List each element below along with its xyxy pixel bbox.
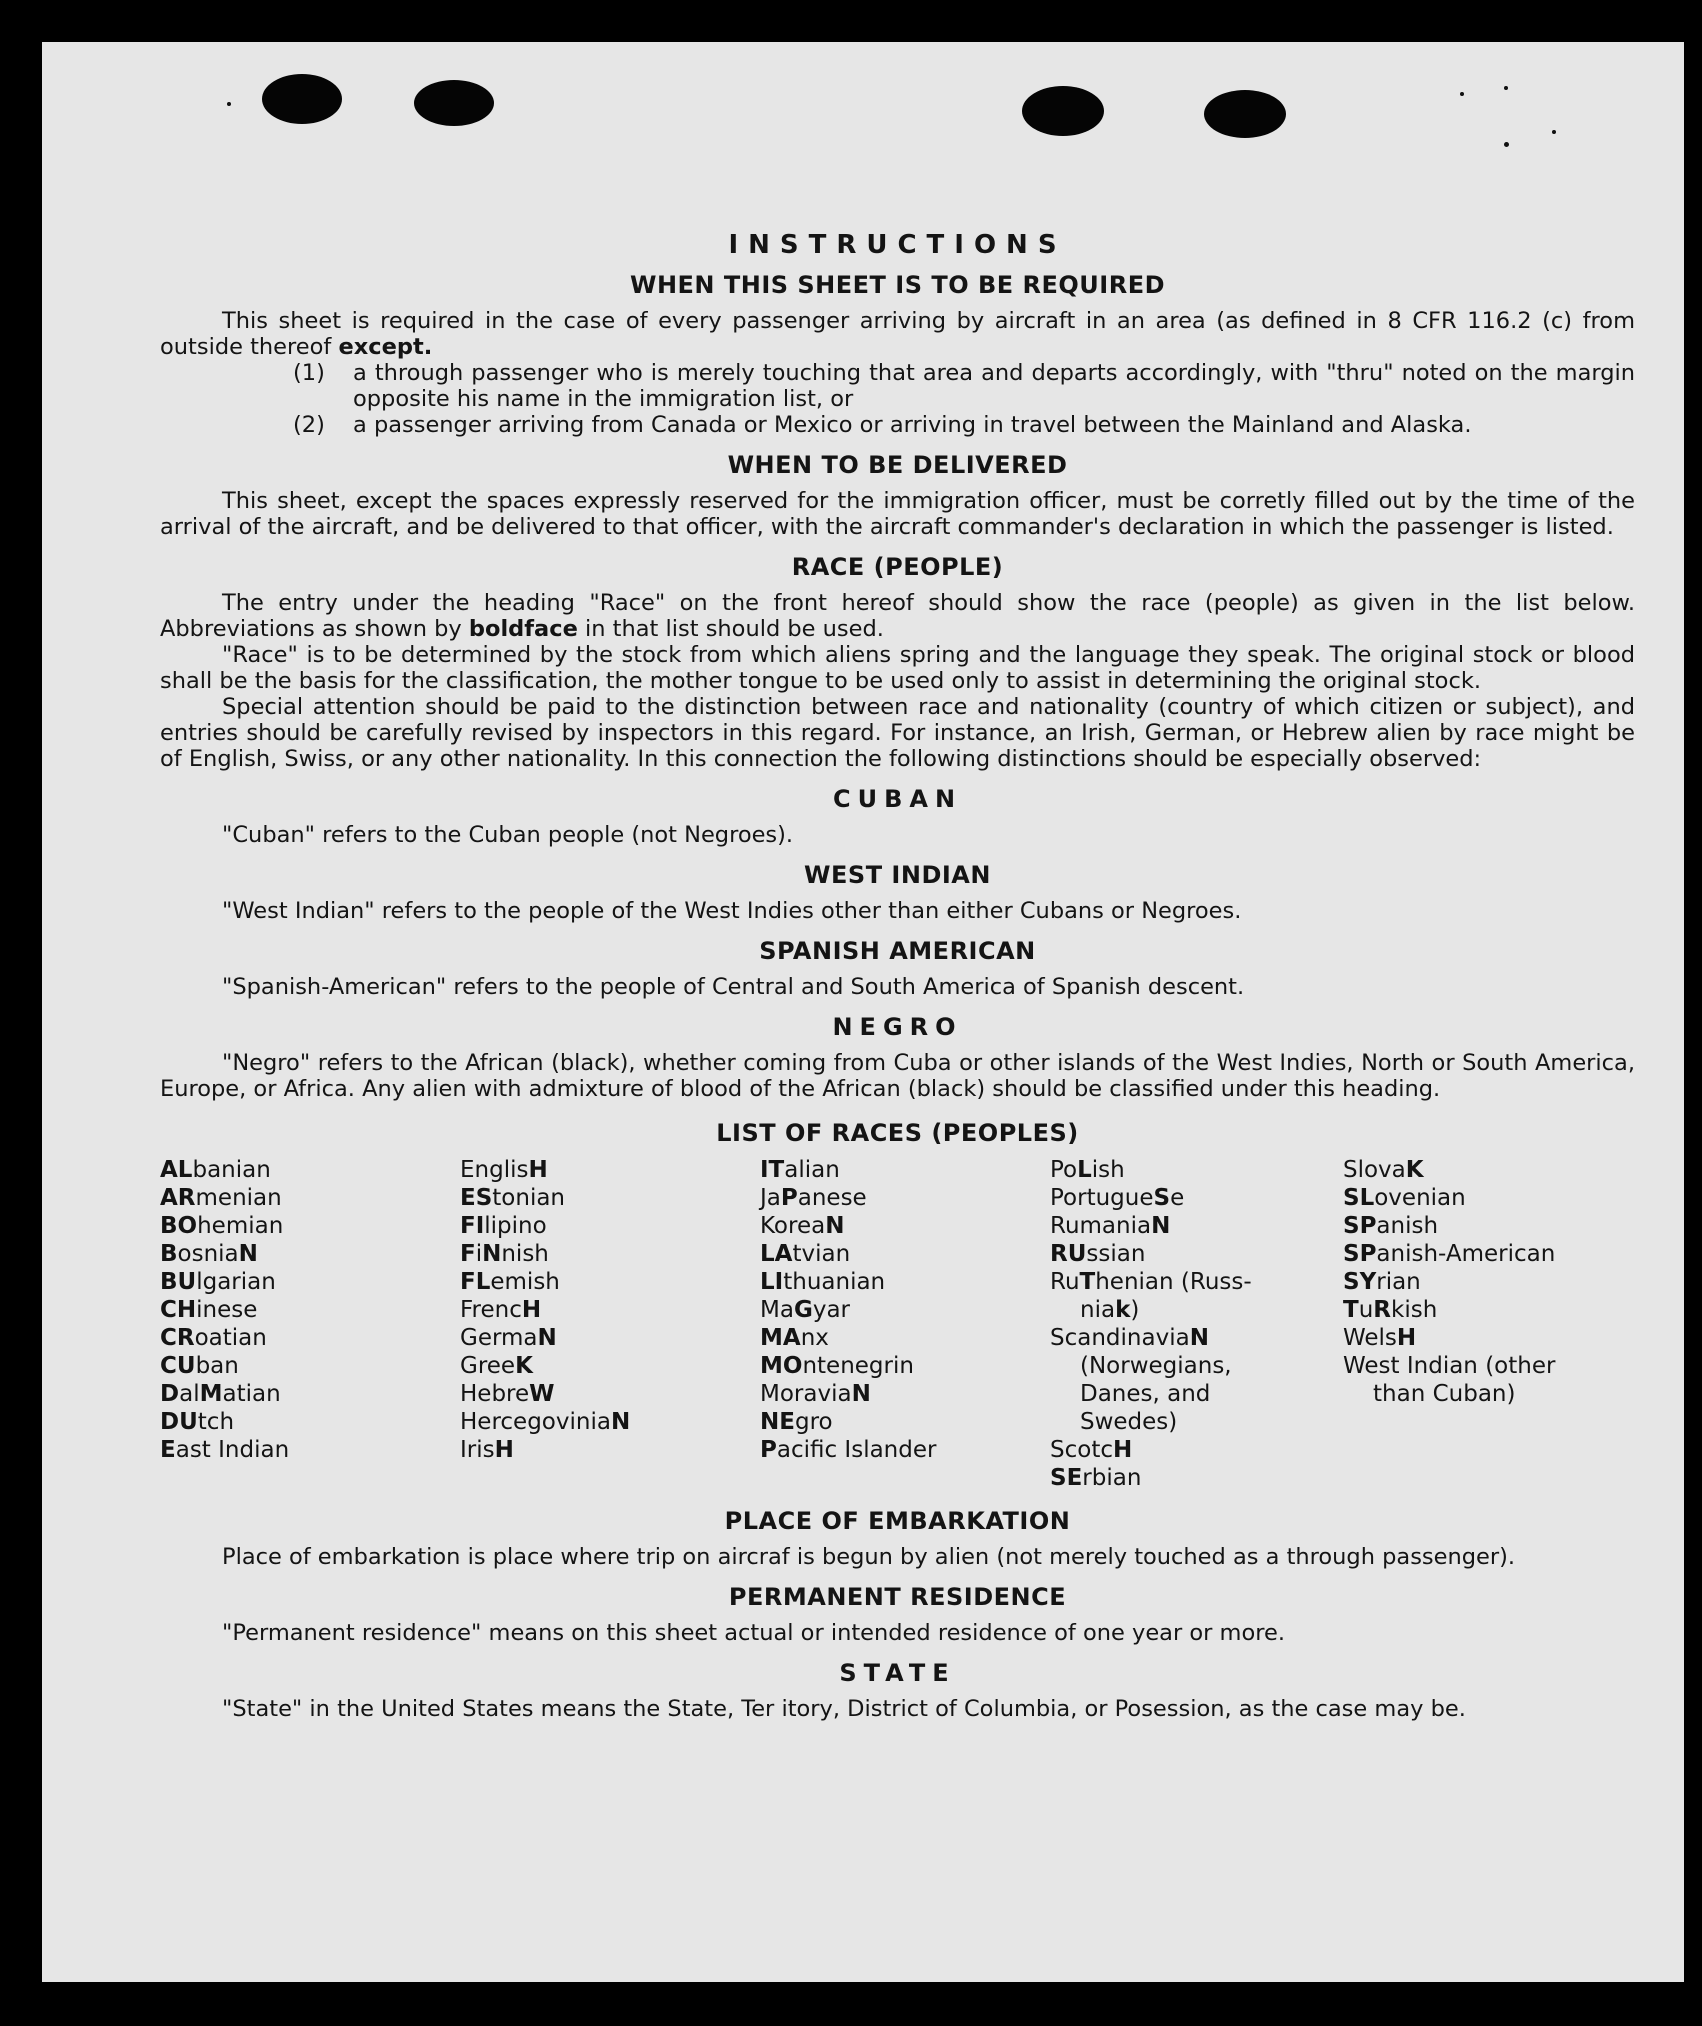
race-entry [760, 1352, 1050, 1380]
race-name-part: ast Indian [175, 1437, 290, 1463]
races-list [160, 1156, 1635, 1492]
race-abbreviation: AR [160, 1185, 196, 1211]
document-body [160, 192, 1635, 1722]
race-name-part: menian [195, 1185, 282, 1211]
race-entry [160, 1240, 460, 1268]
race-name-part: atian [222, 1381, 281, 1407]
race-abbreviation: AL [160, 1157, 193, 1183]
race-abbreviation: BO [160, 1213, 198, 1239]
race-entry [1343, 1240, 1603, 1268]
race-abbreviation: FI [460, 1213, 485, 1239]
race-entry [460, 1184, 760, 1212]
race-abbreviation: S [1153, 1185, 1171, 1211]
race-name-part: Hebre [460, 1381, 530, 1407]
race-name-part: osnia [177, 1241, 239, 1267]
race-name-part: gro [794, 1409, 833, 1435]
race-paragraph-3: Special attention should be paid to the distinction between race and nationality (country of which citizen or subject), and entries should be carefully revised by inspectors in this regard. For instance, an Irish, German, or Hebrew alien by race might be of English, Swiss, or any other nationality. In this connection the following distinctions should be especially observed: [160, 694, 1635, 772]
race-name-part: ovenian [1374, 1185, 1466, 1211]
race-name-part: West Indian (other [1343, 1353, 1556, 1379]
section-heading-race: RACE (PEOPLE) [791, 553, 1004, 581]
race-name-part: Po [1050, 1157, 1078, 1183]
race-name-part: al [179, 1381, 200, 1407]
race-entry [460, 1212, 760, 1240]
race-name-part: banian [192, 1157, 271, 1183]
race-name-part: thuanian [783, 1269, 886, 1295]
section-heading-negro: NEGRO [832, 1013, 963, 1041]
section-heading-west-indian: WEST INDIAN [804, 861, 991, 889]
race-name-part: ntenegrin [802, 1353, 914, 1379]
race-entry [460, 1296, 760, 1324]
races-column [1050, 1156, 1343, 1492]
race-abbreviation: N [482, 1241, 502, 1267]
race-name-part: Slova [1343, 1157, 1406, 1183]
race-name-part: Iris [460, 1437, 495, 1463]
race-name-part: Frenc [460, 1297, 522, 1323]
race-abbreviation: D [160, 1381, 180, 1407]
race-abbreviation: K [1405, 1157, 1424, 1183]
section-heading-embarkation: PLACE OF EMBARKATION [724, 1507, 1071, 1535]
punch-hole [1204, 90, 1286, 138]
race-name-part: Danes, and [1080, 1381, 1211, 1407]
race-entry [760, 1380, 1050, 1408]
required-item-1: (1) a through passenger who is merely touching that area and departs accordingly, with "thru" noted on the margin opposite his name in the immigration list, or [293, 360, 1635, 412]
race-name-part: anish [1376, 1213, 1439, 1239]
section-heading-residence: PERMANENT RESIDENCE [728, 1583, 1067, 1611]
speck [227, 102, 231, 106]
race-name-part: Swedes) [1080, 1409, 1178, 1435]
race-name-part: ish [1091, 1157, 1125, 1183]
race-abbreviation: E [160, 1437, 176, 1463]
race-entry [1050, 1436, 1343, 1464]
race-abbreviation: CU [160, 1353, 196, 1379]
race-entry [460, 1240, 760, 1268]
race-entry [760, 1324, 1050, 1352]
races-column [1343, 1156, 1603, 1492]
race-entry [1343, 1156, 1603, 1184]
race-entry [1343, 1184, 1603, 1212]
race-entry [160, 1184, 460, 1212]
negro-text: "Negro" refers to the African (black), whether coming from Cuba or other islands of the West Indies, North or South America, Europe, or Africa. Any alien with admixture of blood of the African (black) should be classified under this heading. [160, 1050, 1635, 1102]
punch-hole [1022, 86, 1104, 136]
section-heading-state: STATE [839, 1659, 956, 1687]
race-name-part: ) [1130, 1297, 1140, 1323]
race-abbreviation: P [780, 1185, 798, 1211]
race-name-part: nx [800, 1325, 829, 1351]
race-name-part: Scotc [1050, 1437, 1113, 1463]
race-abbreviation: k [1115, 1297, 1131, 1323]
race-name-part: inese [196, 1297, 258, 1323]
race-abbreviation: N [1189, 1325, 1209, 1351]
race-entry [1050, 1156, 1343, 1184]
race-entry [160, 1324, 460, 1352]
embarkation-text: Place of embarkation is place where trip on aircraf is begun by alien (not merely touched as a through passenger). [222, 1544, 1516, 1570]
race-entry [760, 1212, 1050, 1240]
spanish-american-text: "Spanish-American" refers to the people of Central and South America of Spanish descent. [222, 974, 1245, 1000]
race-name-part: Ru [1050, 1269, 1080, 1295]
race-abbreviation: RU [1050, 1241, 1087, 1267]
race-name-part: tch [197, 1409, 235, 1435]
document-sheet [42, 42, 1684, 1982]
race-entry [1050, 1296, 1343, 1324]
race-entry [1343, 1352, 1603, 1380]
race-abbreviation: W [529, 1381, 555, 1407]
race-name-part: rian [1376, 1269, 1421, 1295]
delivered-text: This sheet, except the spaces expressly reserved for the immigration officer, must be corretly filled out by the time of the arrival of the aircraft, and be delivered to that officer, with the aircraft commander's declaration in which the passenger is listed. [160, 488, 1635, 540]
race-entry [1050, 1352, 1343, 1380]
race-paragraph-2: "Race" is to be determined by the stock from which aliens spring and the language they speak. The original stock or blood shall be the basis for the classification, the mother tongue to be used only to assist in determining the original stock. [160, 642, 1635, 694]
race-abbreviation: F [460, 1241, 476, 1267]
race-name-part: Germa [460, 1325, 538, 1351]
race-entry [1050, 1380, 1343, 1408]
punch-hole [414, 80, 494, 126]
race-name-part: Wels [1343, 1325, 1397, 1351]
race-abbreviation: T [1343, 1297, 1359, 1323]
race-entry [460, 1436, 760, 1464]
punch-hole [262, 74, 342, 124]
race-name-part: Rumania [1050, 1213, 1152, 1239]
race-entry [460, 1268, 760, 1296]
race-name-part: oatian [194, 1325, 267, 1351]
race-abbreviation: MA [760, 1325, 801, 1351]
race-name-part: Ma [760, 1297, 794, 1323]
race-entry [1050, 1464, 1343, 1492]
race-name-part: lgarian [196, 1269, 276, 1295]
race-name-part: ban [195, 1353, 239, 1379]
race-entry [1050, 1184, 1343, 1212]
race-name-part: e [1170, 1185, 1185, 1211]
race-abbreviation: NE [760, 1409, 795, 1435]
race-name-part: henian (Russ- [1095, 1269, 1252, 1295]
race-name-part: ssian [1086, 1241, 1146, 1267]
race-entry [160, 1436, 460, 1464]
section-heading-spanish-american: SPANISH AMERICAN [759, 937, 1036, 965]
race-entry [160, 1212, 460, 1240]
race-abbreviation: DU [160, 1409, 198, 1435]
cuban-text: "Cuban" refers to the Cuban people (not Negroes). [222, 822, 794, 848]
races-column [760, 1156, 1050, 1492]
race-name-part: nia [1080, 1297, 1116, 1323]
race-abbreviation: K [515, 1353, 533, 1379]
race-entry [460, 1380, 760, 1408]
page-title: INSTRUCTIONS [728, 230, 1067, 260]
race-entry [1050, 1408, 1343, 1436]
section-heading-required: WHEN THIS SHEET IS TO BE REQUIRED [629, 271, 1166, 299]
race-abbreviation: CH [160, 1297, 197, 1323]
race-entry [160, 1408, 460, 1436]
race-abbreviation: SE [1050, 1465, 1083, 1491]
race-name-part: anese [797, 1185, 867, 1211]
race-abbreviation: P [760, 1437, 777, 1463]
race-name-part: Ja [760, 1185, 781, 1211]
race-abbreviation: SY [1343, 1269, 1377, 1295]
race-entry [1343, 1268, 1603, 1296]
race-abbreviation: SL [1343, 1185, 1375, 1211]
race-name-part: yar [812, 1297, 851, 1323]
race-entry [160, 1156, 460, 1184]
race-entry [1050, 1324, 1343, 1352]
race-name-part: Scandinavia [1050, 1325, 1190, 1351]
race-abbreviation: T [1079, 1269, 1096, 1295]
race-abbreviation: N [825, 1213, 845, 1239]
race-abbreviation: G [793, 1297, 813, 1323]
race-abbreviation: BU [160, 1269, 197, 1295]
race-name-part: hemian [197, 1213, 284, 1239]
race-abbreviation: N [1151, 1213, 1171, 1239]
race-abbreviation: N [851, 1381, 871, 1407]
race-abbreviation: MO [760, 1353, 803, 1379]
race-abbreviation: L [1077, 1157, 1092, 1183]
race-name-part: alian [784, 1157, 840, 1183]
race-name-part: anish-American [1376, 1241, 1556, 1267]
race-entry [1343, 1380, 1603, 1408]
race-entry [760, 1436, 1050, 1464]
race-name-part: Gree [460, 1353, 516, 1379]
race-name-part: Moravia [760, 1381, 852, 1407]
race-abbreviation: H [528, 1157, 548, 1183]
race-abbreviation: H [494, 1437, 514, 1463]
race-name-part: (Norwegians, [1080, 1353, 1232, 1379]
race-entry [160, 1268, 460, 1296]
residence-text: "Permanent residence" means on this sheet actual or intended residence of one year or more. [222, 1620, 1285, 1646]
race-name-part: Englis [460, 1157, 529, 1183]
race-abbreviation: N [537, 1325, 557, 1351]
section-heading-delivered: WHEN TO BE DELIVERED [727, 451, 1068, 479]
race-abbreviation: H [521, 1297, 542, 1323]
section-heading-list-of-races: LIST OF RACES (PEOPLES) [716, 1119, 1079, 1147]
race-entry [160, 1352, 460, 1380]
section-heading-cuban: CUBAN [832, 785, 963, 813]
speck [1460, 92, 1464, 96]
race-abbreviation: B [160, 1241, 178, 1267]
race-entry [460, 1352, 760, 1380]
race-entry [760, 1184, 1050, 1212]
race-name-part: Korea [760, 1213, 826, 1239]
race-entry [460, 1408, 760, 1436]
race-entry [760, 1240, 1050, 1268]
race-entry [1343, 1324, 1603, 1352]
race-abbreviation: SP [1343, 1213, 1377, 1239]
races-column [160, 1156, 460, 1492]
race-abbreviation: N [238, 1241, 258, 1267]
race-abbreviation: LI [760, 1269, 784, 1295]
race-name-part: emish [490, 1269, 560, 1295]
races-column [460, 1156, 760, 1492]
speck [1552, 130, 1556, 134]
speck [1504, 86, 1508, 90]
race-name-part: acific Islander [776, 1437, 937, 1463]
race-abbreviation: IT [760, 1157, 785, 1183]
race-name-part: lipino [484, 1213, 547, 1239]
required-intro: This sheet is required in the case of every passenger arriving by aircraft in an area (as defined in 8 CFR 116.2 (c) from outside thereof except. [160, 308, 1635, 360]
race-entry [460, 1324, 760, 1352]
race-entry [1050, 1212, 1343, 1240]
race-entry [760, 1156, 1050, 1184]
race-entry [760, 1296, 1050, 1324]
race-abbreviation: M [199, 1381, 223, 1407]
race-entry [760, 1408, 1050, 1436]
race-name-part: kish [1391, 1297, 1438, 1323]
race-abbreviation: R [1373, 1297, 1391, 1323]
race-entry [1050, 1268, 1343, 1296]
race-name-part: nish [501, 1241, 549, 1267]
west-indian-text: "West Indian" refers to the people of the West Indies other than either Cubans or Negroes. [222, 898, 1242, 924]
race-entry [1050, 1240, 1343, 1268]
required-item-2: (2) a passenger arriving from Canada or Mexico or arriving in travel between the Mainland and Alaska. [293, 412, 1472, 438]
race-abbreviation: H [1396, 1325, 1417, 1351]
race-name-part: tonian [492, 1185, 566, 1211]
race-abbreviation: LA [760, 1241, 793, 1267]
speck [1504, 142, 1509, 147]
race-entry [160, 1296, 460, 1324]
race-name-part: than Cuban) [1373, 1381, 1516, 1407]
race-abbreviation: H [1112, 1437, 1133, 1463]
race-entry [1343, 1296, 1603, 1324]
race-name-part: Hercegovinia [460, 1409, 611, 1435]
race-name-part: u [1358, 1297, 1374, 1323]
race-abbreviation: FL [460, 1269, 491, 1295]
race-name-part: Portugue [1050, 1185, 1154, 1211]
state-text: "State" in the United States means the State, Ter itory, District of Columbia, or Posession, as the case may be. [222, 1696, 1466, 1722]
race-abbreviation: ES [460, 1185, 493, 1211]
race-entry [460, 1156, 760, 1184]
race-entry [160, 1380, 460, 1408]
race-name-part: tvian [792, 1241, 851, 1267]
race-abbreviation: N [610, 1409, 631, 1435]
race-name-part: rbian [1082, 1465, 1142, 1491]
race-abbreviation: CR [160, 1325, 195, 1351]
race-name-part: i [475, 1241, 483, 1267]
race-paragraph-1: The entry under the heading "Race" on the front hereof should show the race (people) as given in the list below. Abbreviations as shown by boldface in that list should be used. [160, 590, 1635, 642]
race-entry [1343, 1212, 1603, 1240]
race-abbreviation: SP [1343, 1241, 1377, 1267]
race-entry [760, 1268, 1050, 1296]
